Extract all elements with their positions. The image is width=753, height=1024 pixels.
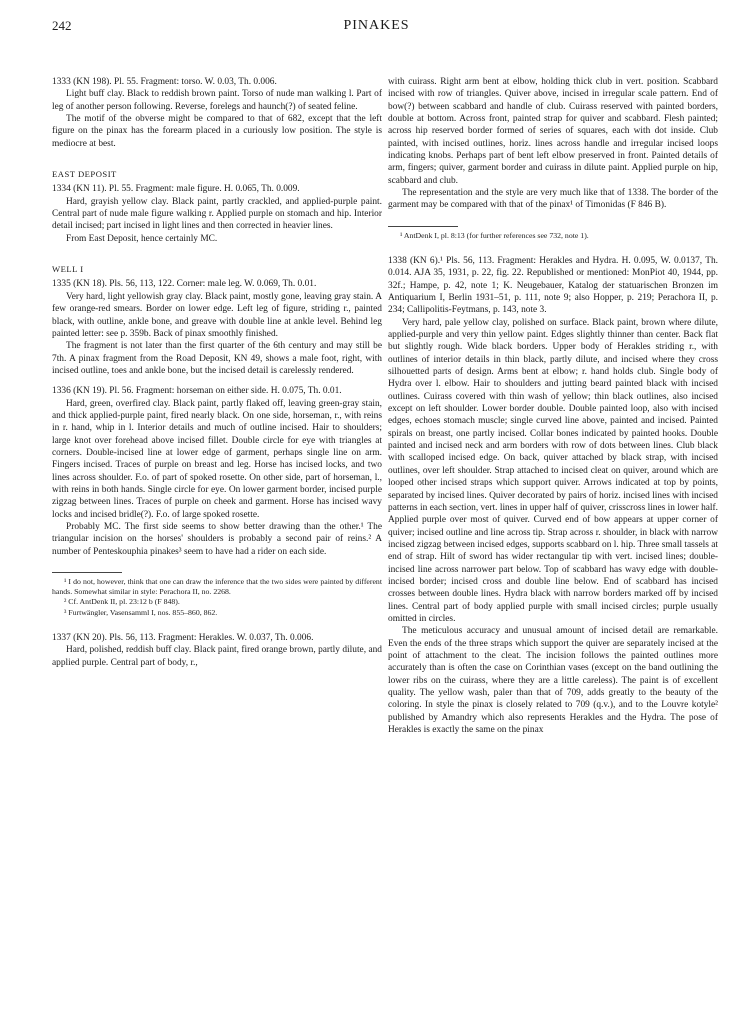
section-heading-east-deposit: EAST DEPOSIT: [52, 169, 117, 180]
entry-heading-1338: 1338 (KN 6).¹ Pls. 56, 113. Fragment: Herakles and Hydra. H. 0.095, W. 0.0137, Th. 0.014. AJA 35, 1931, p. 22, fig. 22. Republished or mentioned: MonPiot 40, 1944, pp. 32f.; Hampe, p. 42, note 1; K. Neugebauer, Katalog der statuarischen Bronzen im Antiquarium I, Berlin 1931–51, p. 111, note 9; also Hopper, p. 219; Perachora II, p. 234; Callipolitis-Feytmans, p. 143, note 3.: [388, 255, 718, 316]
entry-heading-1335: 1335 (KN 18). Pls. 56, 113, 122. Corner: male leg. W. 0.069, Th. 0.01.: [52, 279, 317, 290]
entry-body: The representation and the style are very much like that of 1338. The border of the garment may be compared with that of the pinax¹ of Timonidas (F 846 B).: [388, 188, 718, 211]
footnote: ² Cf. AntDenk II, pl. 23:12 b (F 848).: [64, 597, 180, 607]
entry-heading-1333: 1333 (KN 198). Pl. 55. Fragment: torso. W. 0.03, Th. 0.006.: [52, 77, 277, 87]
entry-body-continued: with cuirass. Right arm bent at elbow, holding thick club in vert. position. Scabbard incised with row of triangles. Quiver above, incised in irregular scale pattern. End of bow(?) between scabbard and handle of club. Cuirass reserved with painted borders, double at bottom. Across front, painted strap for quiver and scabbard. Flesh painted; across hip reserved border formed of series of squares, each with dot inside. Club painted, with incised outlines, horiz. lines across handle and irregular incised loops indicating knobs. Perhaps part of bent left elbow preserved in front. Painted details of arm, fingers; quiver, garment border and cuirass in dilute paint. Applied purple on hip, scabbard and club.: [388, 77, 718, 186]
running-title: PINAKES: [343, 18, 410, 33]
footnote-divider: [388, 226, 458, 227]
entry-body: Probably MC. The first side seems to show better drawing than the other.¹ The triangular incision on the horses' shoulders is probably a second pair of reins.² A number of Penteskouphia pinakes³ seem to have had a rider on each side.: [52, 522, 382, 557]
entry-heading-1336: 1336 (KN 19). Pl. 56. Fragment: horseman on either side. H. 0.075, Th. 0.01.: [52, 386, 342, 397]
entry-body: The motif of the obverse might be compared to that of 682, except that the left figure on the pinax has the forearm placed in a curiously low position. The style is mediocre at best.: [52, 114, 382, 149]
entry-heading-1334: 1334 (KN 11). Pl. 55. Fragment: male figure. H. 0.065, Th. 0.009.: [52, 184, 300, 195]
entry-body: From East Deposit, hence certainly MC.: [66, 233, 218, 244]
entry-body: Very hard, pale yellow clay, polished on surface. Black paint, brown where dilute, applied-purple and very thin yellow paint. Edges slightly thinner than center. Back flat but slightly rough. Wide black borders. Upper body of Herakles striding r., with outlines of interior details in thin black, partly dilute, and incised where they cross silhouetted parts of design. Arms bent at elbow; r. hand holds club. Single body of Hydra over l. elbow. Hair to shoulders and jutting beard painted black with incised outlines. Cuirass covered with thin wash of yellow; thin black outlines, also incised except on left shoulder. Lower border double. Double painted loop, also with incised edges, echoes stomach muscle; single curved line above, painted and incised. Painted spirals on breast, one partly incised. Collar bones indicated by painted hooks. Double painted and incised neck and arm borders with row of dots between lines. Club black with scalloped incised edge. On back, quiver attached by black strap, with incised outlines, over left shoulder. Strap attached to incised cleat on quiver, around which are looped other incised straps which support quiver. Arrows indicated at top by points, separated by incised lines. Quiver decorated by pairs of horiz. incised lines with incised patterns in each section, vert. lines in upper half of quiver, crisscross lines in lower half. Applied purple over most of quiver. Curved end of bow appears at upper corner of quiver; incised outline and line across tip. Strap across r. shoulder, in black with narrow incised zigzag between incised edges, supports scabbard on l. hip. Three small tassels at end of strap. Hilt of sword has wider rectangular tip with vert. incised lines; double-incised line across narrower part below. Top of scabbard has wavy edge with double-incised border; incised cross and double line below. End of scabbard has incised crosses between double lines. Hydra black with narrow borders marked off by incised lines. Central part of body applied purple with small incised circles; purple usually omitted in circles.: [388, 317, 718, 624]
entry-body: Hard, polished, reddish buff clay. Black paint, fired orange brown, partly dilute, and applied purple. Central part of body, r.,: [52, 645, 382, 668]
footnote: ³ Furtwängler, Vasensamml I, nos. 855–860, 862.: [64, 607, 218, 617]
entry-body: Hard, grayish yellow clay. Black paint, partly crackled, and applied-purple paint. Central part of nude male figure walking r. Applied purple on stomach and hip. Interior detail incised; part incised in light lines and then corrected in heavier lines.: [52, 196, 382, 232]
footnote: ¹ I do not, however, think that one can draw the inference that the two sides were painted by different hands. Somewhat similar in style: Perachora II, no. 2268.: [52, 577, 382, 597]
entry-heading-1337: 1337 (KN 20). Pls. 56, 113. Fragment: Herakles. W. 0.037, Th. 0.006.: [52, 632, 314, 643]
entry-body: Light buff clay. Black to reddish brown paint. Torso of nude man walking l. Part of leg of another person following. Reverse, forelegs and haunch(?) of seated feline.: [52, 89, 382, 112]
entry-body: Very hard, light yellowish gray clay. Black paint, mostly gone, leaving gray stain. A few orange-red smears. Border on lower edge. Left leg of figure, striding r., painted black, with outline, ankle bone, and greave with double line at ankle level. Behind leg painted letter: see p. 359b. Back of pinax smoothly finished.: [52, 291, 382, 339]
entry-body: Hard, green, overfired clay. Black paint, partly flaked off, leaving green-gray stain, and thick applied-purple paint, fired nearly black. On one side, horseman, r., with reins in r. hand, whip in l. Interior details and much of outline incised. Hair to shoulders; large knot over forehead above incised fillet. Double circle for eye with triangles at corners. Double-incised line at lower edge of garment, perhaps single line on arm. Fingers incised. Traces of purple on breast and leg. Horse has incised locks, and two lines across shoulder. F.o. of part of spoked rosette. On other side, part of horseman, l., with reins in both hands. Single circle for eye. On lower garment border, incised purple zigzag between lines. Traces of purple on cheek and garment. Horse has incised wavy locks and incised bridle(?). F.o. of large spoked rosette.: [52, 398, 382, 520]
page-header: [52, 18, 701, 38]
footnote: ¹ AntDenk I, pl. 8:13 (for further references see 732, note 1).: [400, 230, 589, 240]
section-heading-well-i: WELL I: [52, 264, 84, 275]
footnote-divider: [52, 572, 122, 573]
page-number: 242: [52, 18, 72, 33]
entry-body: The fragment is not later than the first quarter of the 6th century and may still be 7th. A pinax fragment from the Road Deposit, KN 49, shows a male foot, right, with incised outline, toes and ankle bone, but the incised detail is carelessly rendered.: [52, 341, 382, 376]
entry-body: The meticulous accuracy and unusual amount of incised detail are remarkable. Even the ends of the three straps which support the quiver are separately incised at the point of attachment to the cleat. The incision follows the painted outlines more accurately than is often the case on Corinthian vases (except on the band outlining the lower ribs on the cuirass, where they are a little careless). The paint is of excellent quality. The yellow wash, paler than that of 709, adds greatly to the beauty of the coloring. In style the pinax is closely related to 709 (q.v.), and to the Louvre kotyle² published by Amandry which also represents Herakles and the Hydra. The pose of Herakles is exactly the same on the pinax: [388, 626, 718, 736]
right-column: [388, 76, 718, 736]
left-column: [52, 76, 382, 669]
